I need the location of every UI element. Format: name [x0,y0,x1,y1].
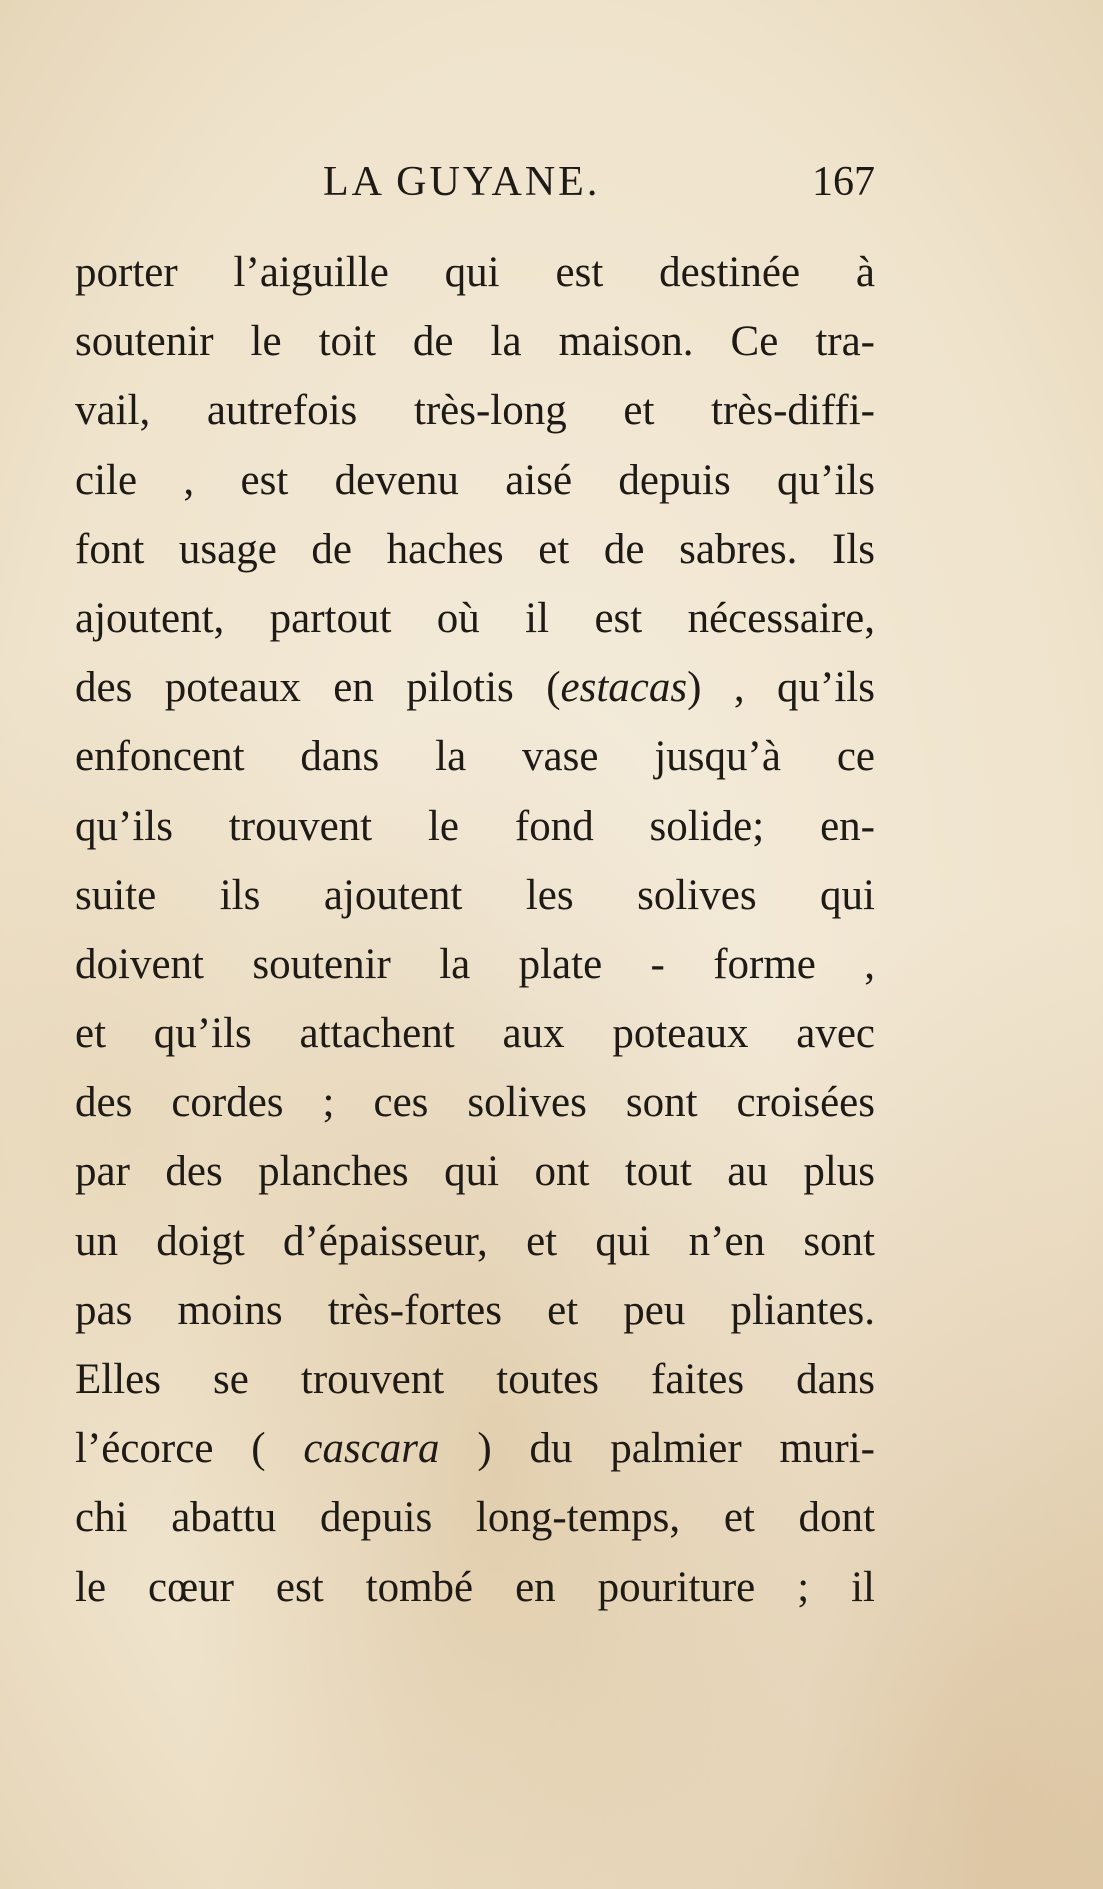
page-number: 167 [812,159,875,205]
text-line-7-part-3: ) , qu’ils [687,664,875,712]
text-line-18-part-1: l’écorce ( [75,1425,304,1473]
text-line-11: doivent soutenir la plate - forme , [75,940,875,988]
text-line-13: des cordes ; ces solives sont croisées [75,1079,875,1127]
text-line-10: suite ils ajoutent les solives qui [75,871,875,919]
text-line-5: font usage de haches et de sabres. Ils [75,525,875,573]
text-line-14: par des planches qui ont tout au plus [75,1148,875,1196]
running-head [75,152,875,212]
text-line-18-part-3: ) du palmier muri- [439,1425,875,1473]
italic-term-estacas: estacas [560,664,688,712]
text-line-2: soutenir le toit de la maison. Ce tra- [75,318,875,366]
body-text [75,238,875,1622]
running-title: LA GUYANE. [323,159,601,205]
italic-term-cascara: cascara [303,1425,440,1473]
text-line-7-part-1: des poteaux en pilotis ( [75,664,561,712]
text-line-19: chi abattu depuis long-temps, et dont [75,1494,875,1542]
text-line-6: ajoutent, partout où il est nécessaire, [75,594,875,642]
text-line-9: qu’ils trouvent le fond solide; en- [75,802,875,850]
text-line-7 [75,653,875,722]
text-line-3: vail, autrefois très-long et très-diffi- [75,387,875,435]
text-line-8: enfoncent dans la vase jusqu’à ce [75,733,875,781]
text-line-17: Elles se trouvent toutes faites dans [75,1356,875,1403]
text-line-12: et qu’ils attachent aux poteaux avec [75,1010,875,1058]
text-line-18 [75,1414,875,1483]
text-line-15: un doigt d’épaisseur, et qui n’en sont [75,1217,875,1265]
text-line-20: le cœur est tombé en pouriture ; il [75,1563,875,1611]
text-line-1: porter l’aiguille qui est destinée à [75,249,875,296]
text-line-16: pas moins très-fortes et peu pliantes. [75,1286,875,1334]
text-line-4: cile , est devenu aisé depuis qu’ils [75,456,875,504]
